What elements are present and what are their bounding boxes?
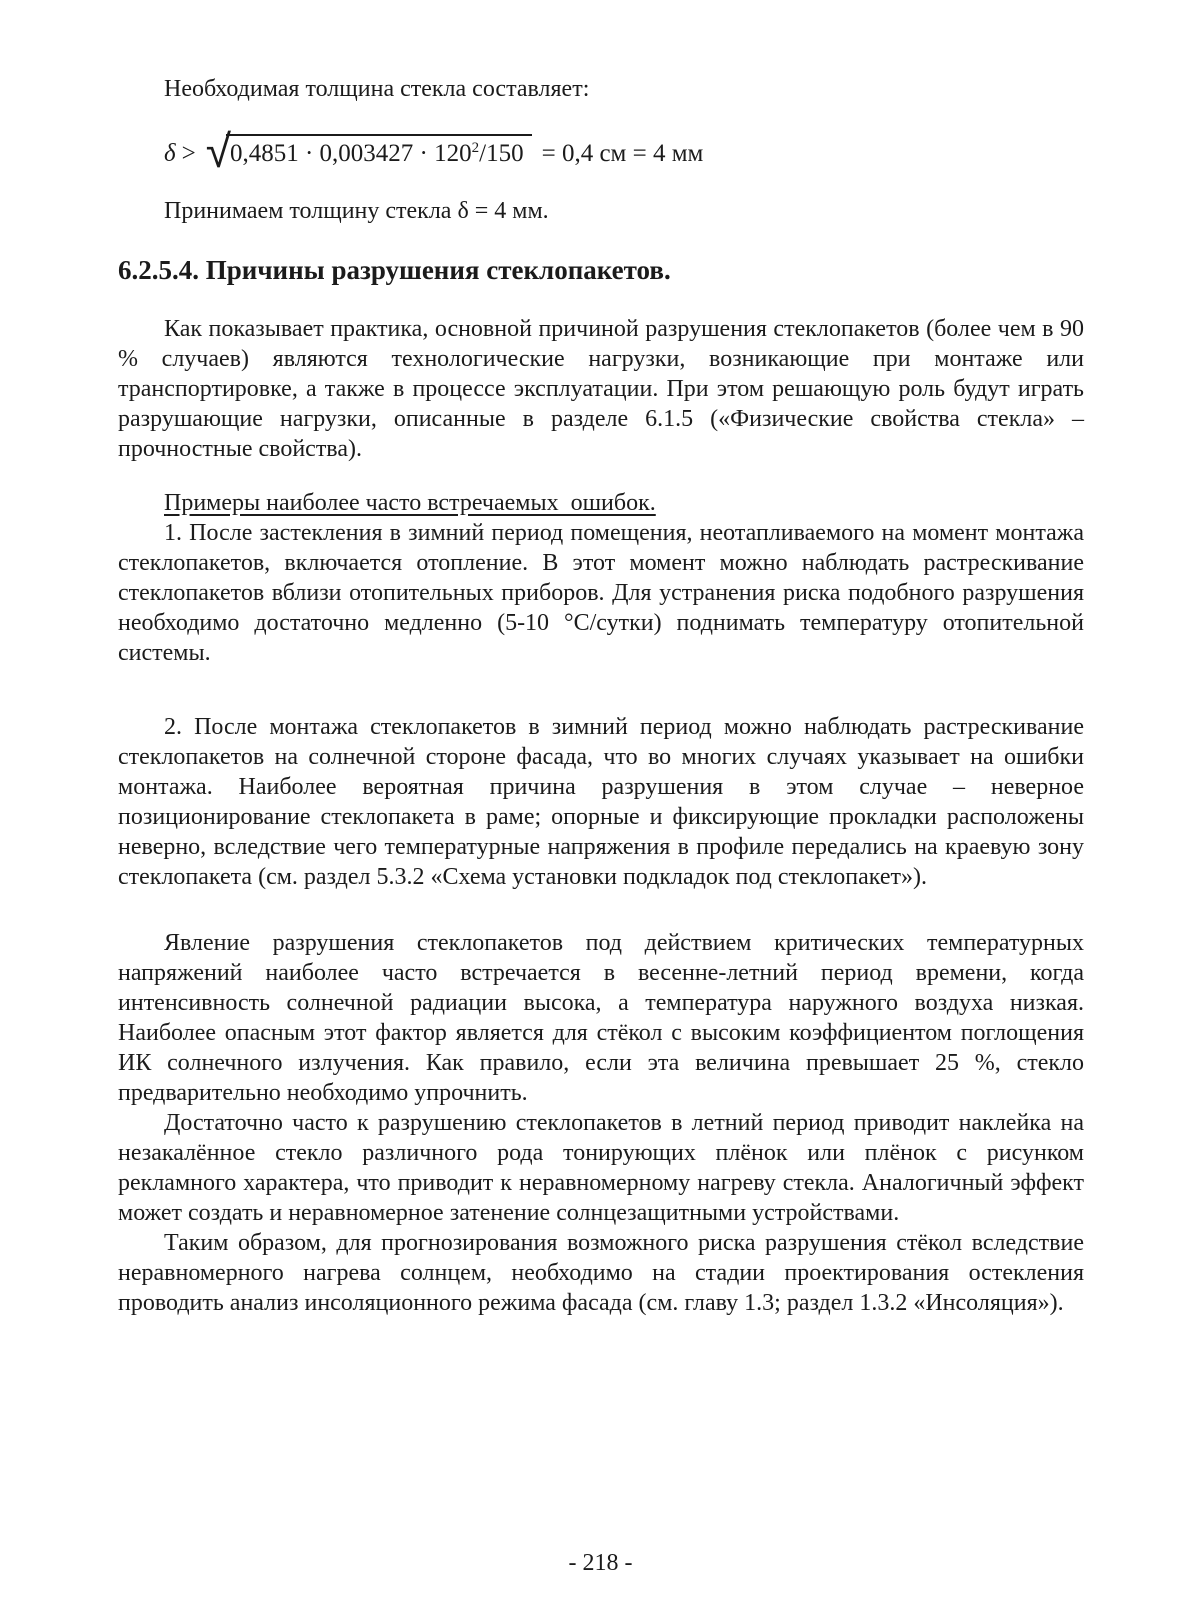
formula-delta-symbol: δ [164,140,176,167]
lead-line: Необходимая толщина стекла составляет: [164,76,590,102]
section-heading: 6.2.5.4. Причины разрушения стеклопакетов. [118,255,671,285]
formula-greater-than: > [181,140,196,167]
page-content [118,74,1084,1318]
radicand-tail: /150 [479,140,524,167]
examples-title: Примеры наиболее часто встречаемых ошибок. [164,490,656,516]
page-number: - 218 - [568,1550,633,1576]
square-root-sign: √ [205,124,231,178]
example-item-2: 2. После монтажа стеклопакетов в зимний период можно наблюдать растрескивание стеклопакетов на солнечной стороне фасада, что во многих случаях указывает на ошибки монтажа. Наиболее вероятная причина разрушения в этом случае – неверное позиционирование стеклопакета в раме; опорные и фиксирующие прокладки расположены неверно, вследствие чего температурные напряжения в профиле передались на краевую зону стеклопакета (см. раздел 5.3.2 «Схема установки подкладок под стеклопакет»). [118,714,1084,890]
conclusion-line: Принимаем толщину стекла δ = 4 мм. [164,198,549,224]
glass-thickness-formula [164,124,1084,180]
formula-result: = 0,4 см = 4 мм [541,140,704,167]
radicand-main: 0,4851 · 0,003427 · 120 [229,140,472,167]
formula-radicand [226,134,532,168]
paragraph-thermal-stress: Явление разрушения стеклопакетов под действием критических температурных напряжений наиболее часто встречается в весенне-летний период времени, когда интенсивность солнечной радиации высока, а температура наружного воздуха низкая. Наиболее опасным этот фактор является для стёкол с высоким коэффициентом поглощения ИК солнечного излучения. Как правило, если эта величина превышает 25 %, стекло предварительно необходимо упрочнить. [118,930,1084,1106]
paragraph-tinting-films: Достаточно часто к разрушению стеклопакетов в летний период приводит наклейка на незакалённое стекло различного рода тонирующих плёнок или плёнок с рисунком рекламного характера, что приводит к неравномерному нагреву стекла. Аналогичный эффект может создать и неравномерное затенение солнцезащитными устройствами. [118,1110,1084,1226]
section-intro-paragraph: Как показывает практика, основной причиной разрушения стеклопакетов (более чем в 90 % случаев) являются технологические нагрузки, возникающие при монтаже или транспортировке, а также в процессе эксплуатации. При этом решающую роль будут играть разрушающие нагрузки, описанные в разделе 6.1.5 («Физические свойства стекла» – прочностные свойства). [118,316,1084,462]
radicand-exponent: 2 [471,140,480,156]
example-item-1: 1. После застекления в зимний период помещения, неотапливаемого на момент монтажа стеклопакетов, включается отопление. В этот момент можно наблюдать растрескивание стеклопакетов вблизи отопительных приборов. Для устранения риска подобного разрушения необходимо достаточно медленно (5-10 °С/сутки) поднимать температуру отопительной системы. [118,520,1084,666]
paragraph-insolation-conclusion: Таким образом, для прогнозирования возможного риска разрушения стёкол вследствие неравномерного нагрева солнцем, необходимо на стадии проектирования остекления проводить анализ инсоляционного режима фасада (см. главу 1.3; раздел 1.3.2 «Инсоляция»). [118,1230,1084,1316]
